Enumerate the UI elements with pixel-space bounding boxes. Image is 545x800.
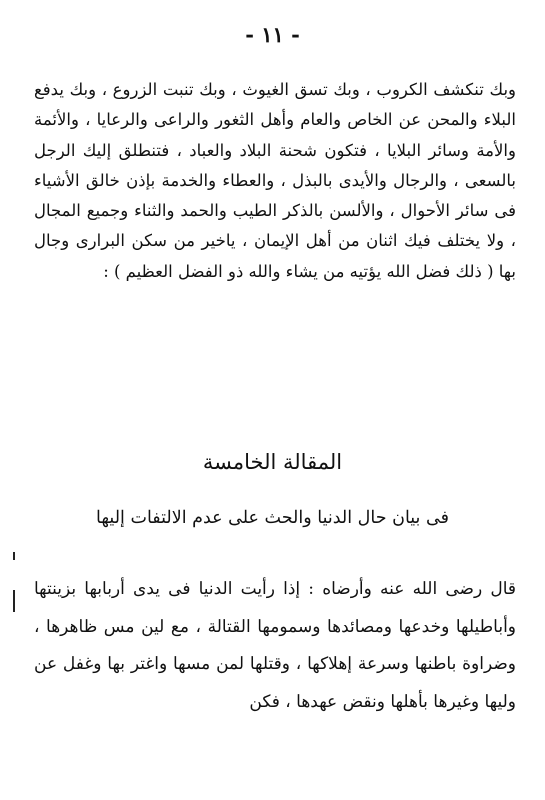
margin-mark xyxy=(13,590,15,612)
body-paragraph-1: وبك تنكشف الكروب ، وبك تسق الغيوث ، وبك تنبت الزروع ، وبك يدفع البلاء والمحن عن الخاص والعام وأهل الثغور والراعى والرعايا ، والأئمة والأمة وسائر البلايا ، فتكون شحنة البلاد والعباد ، فتنطلق إليك الرجل بالسعى ، والرجال والأيدى بالبذل ، والعطاء والخدمة بإذن خالق الأشياء فى سائر الأحوال ، والألسن بالذكر الطيب والحمد والثناء وجميع المجال ، ولا يختلف فيك اثنان من أهل الإيمان ، ياخير من سكن البرارى وجال بها ( ذلك فضل الله يؤتيه من يشاء والله ذو الفضل العظيم ) : xyxy=(34,80,516,281)
section-heading: المقالة الخامسة xyxy=(202,450,343,474)
margin-mark xyxy=(13,552,15,560)
body-paragraph-2: قال رضى الله عنه وأرضاه : إذا رأيت الدنيا فى يدى أربابها بزينتها وأباطيلها وخدعها ومصائدها وسمومها القتالة ، مع لين مس ظاهرها ، وضراوة باطنها وسرعة إهلاكها ، وقتلها لمن مسها واغتر بها وغفل عن وليها وغيرها بأهلها ونقض عهدها ، فكن xyxy=(34,579,516,712)
page-number: - ١١ - xyxy=(245,22,300,47)
section-subheading: فى بيان حال الدنيا والحث على عدم الالتفات إليها xyxy=(96,508,449,528)
